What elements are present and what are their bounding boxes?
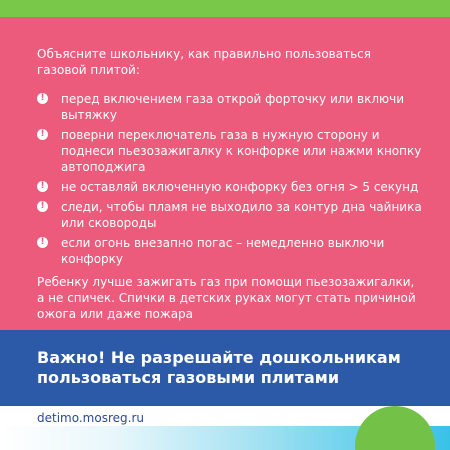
list-item	[37, 199, 422, 231]
warning-callout: Важно! Не разрешайте дошкольникам пользоваться газовыми плитами	[37, 348, 401, 387]
exclamation-icon: !	[37, 181, 48, 192]
list-item	[37, 235, 422, 267]
footer	[0, 406, 450, 450]
list-item-text: если огонь внезапно погас – немедленно выключи конфорку	[61, 236, 385, 266]
list-item	[37, 127, 422, 175]
green-circle-decoration	[355, 406, 435, 450]
list-item	[37, 179, 422, 195]
list-item-text: перед включением газа открой форточку или включи вытяжку	[61, 92, 405, 122]
list-item	[37, 91, 422, 123]
outro-text: Ребенку лучше зажигать газ при помощи пьезозажигалки, а не спичек. Спички в детских руках могут стать причиной ожога или даже пожара	[37, 275, 416, 321]
exclamation-icon: !	[37, 129, 48, 140]
intro-text: Объясните школьнику, как правильно пользоваться газовой плитой:	[37, 47, 371, 77]
list-item-text: поверни переключатель газа в нужную сторону и поднеси пьезозажигалку к конфорке или нажми кнопку автоподжига	[61, 128, 422, 174]
site-link[interactable]: detimo.mosreg.ru	[37, 411, 144, 425]
exclamation-icon: !	[37, 201, 48, 212]
safety-tips-list	[37, 91, 422, 271]
exclamation-icon: !	[37, 237, 48, 248]
exclamation-icon: !	[37, 93, 48, 104]
list-item-text: не оставляй включенную конфорку без огня > 5 секунд	[61, 180, 419, 194]
list-item-text: следи, чтобы пламя не выходило за контур дна чайника или сковороды	[61, 200, 422, 230]
top-green-strip	[0, 0, 450, 17]
